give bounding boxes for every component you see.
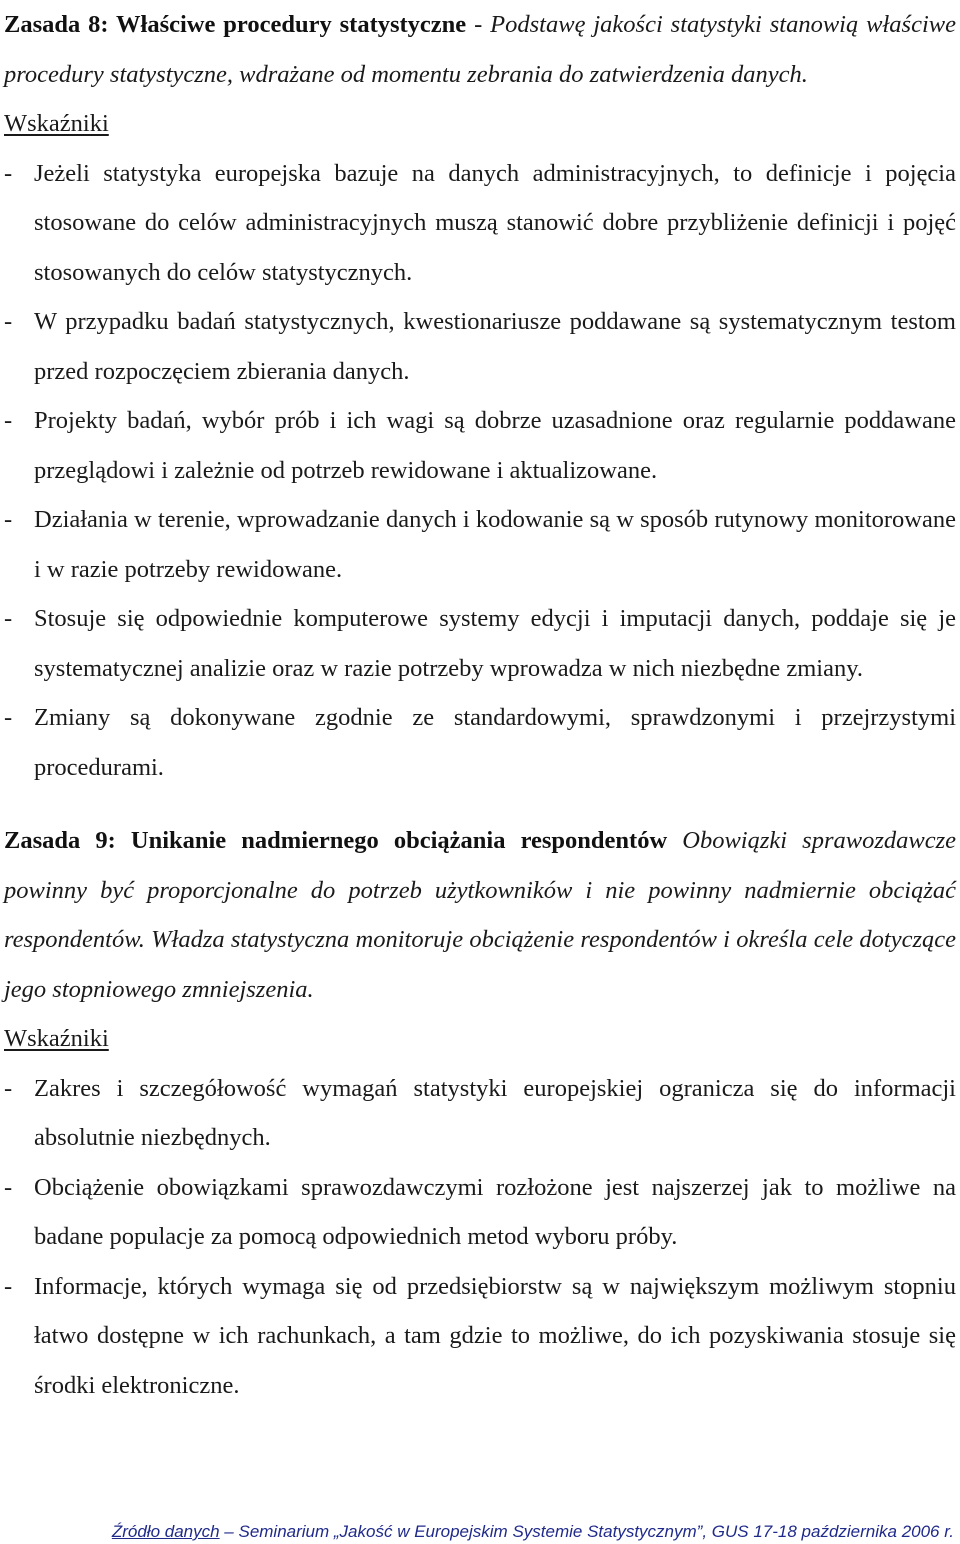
document-page xyxy=(4,0,956,1410)
list-item-text: Zmiany są dokonywane zgodnie ze standardowymi, sprawdzonymi i przejrzystymi procedurami. xyxy=(34,704,956,781)
section-title: Zasada 9: Unikanie nadmiernego obciążania respondentów xyxy=(4,827,668,854)
indicators-list xyxy=(4,1064,956,1411)
list-item xyxy=(4,1064,956,1163)
bullet-dash: - xyxy=(4,704,13,731)
bullet-dash: - xyxy=(4,407,13,434)
list-item xyxy=(4,495,956,594)
section-zasada-9 xyxy=(4,816,956,1410)
list-item xyxy=(4,149,956,298)
indicators-label: Wskaźniki xyxy=(4,110,109,137)
footer-text: – Seminarium „Jakość w Europejskim Systemie Statystycznym”, GUS 17-18 października 2006 r. xyxy=(219,1522,954,1541)
source-footer xyxy=(112,1522,954,1542)
section-description: Podstawę jakości statystyki stanowią właściwe procedury statystyczne, wdrażane od momentu zebrania do zatwierdzenia danych. xyxy=(4,11,956,88)
bullet-dash: - xyxy=(4,506,13,533)
bullet-dash: - xyxy=(4,1272,13,1300)
bullet-dash: - xyxy=(4,1173,13,1201)
section-zasada-8 xyxy=(4,0,956,792)
section-heading xyxy=(4,0,956,99)
section-description: Obowiązki sprawozdawcze powinny być proporcjonalne do potrzeb użytkowników i nie powinny nadmiernie obciążać respondentów. Władza statystyczna monitoruje obciążenie respondentów i określa cele dotyczące jego stopniowego zmniejszenia. xyxy=(4,827,956,1003)
list-item-text: Jeżeli statystyka europejska bazuje na danych administracyjnych, to definicje i pojęcia stosowane do celów administracyjnych muszą stanowić dobre przybliżenie definicji i pojęć stosowanych do celów statystycznych. xyxy=(34,159,956,286)
section-spacer xyxy=(4,792,956,816)
section-title: Zasada 8: Właściwe procedury statystyczne xyxy=(4,11,467,38)
bullet-dash: - xyxy=(4,605,13,632)
list-item-text: Projekty badań, wybór prób i ich wagi są dobrze uzasadnione oraz regularnie poddawane przeglądowi i zależnie od potrzeb rewidowane i aktualizowane. xyxy=(34,407,956,484)
list-item-text: W przypadku badań statystycznych, kwestionariusze poddawane są systematycznym testom przed rozpoczęciem zbierania danych. xyxy=(34,308,956,385)
list-item-text: Działania w terenie, wprowadzanie danych i kodowanie są w sposób rutynowy monitorowane i w razie potrzeby rewidowane. xyxy=(34,506,956,583)
list-item-text: Zakres i szczegółowość wymagań statystyki europejskiej ogranicza się do informacji absolutnie niezbędnych. xyxy=(34,1074,956,1151)
list-item xyxy=(4,396,956,495)
list-item-text: Obciążenie obowiązkami sprawozdawczymi rozłożone jest najszerzej jak to możliwe na badane populacje za pomocą odpowiednich metod wyboru próby. xyxy=(34,1173,956,1250)
bullet-dash: - xyxy=(4,308,13,335)
heading-separator: - xyxy=(466,11,491,38)
list-item-text: Stosuje się odpowiednie komputerowe systemy edycji i imputacji danych, poddaje się je systematycznej analizie oraz w razie potrzeby wprowadza w nich niezbędne zmiany. xyxy=(34,605,956,682)
bullet-dash: - xyxy=(4,159,13,187)
indicators-list xyxy=(4,149,956,793)
list-item-text: Informacje, których wymaga się od przedsiębiorstw są w największym możliwym stopniu łatwo dostępne w ich rachunkach, a tam gdzie to możliwe, do ich pozyskiwania stosuje się środki elektroniczne. xyxy=(34,1272,956,1399)
list-item xyxy=(4,693,956,792)
list-item xyxy=(4,594,956,693)
list-item xyxy=(4,1262,956,1411)
list-item xyxy=(4,297,956,396)
indicators-label: Wskaźniki xyxy=(4,1025,109,1052)
section-heading xyxy=(4,816,956,1014)
list-item xyxy=(4,1163,956,1262)
bullet-dash: - xyxy=(4,1074,13,1102)
footer-source-label: Źródło danych xyxy=(111,1522,220,1541)
